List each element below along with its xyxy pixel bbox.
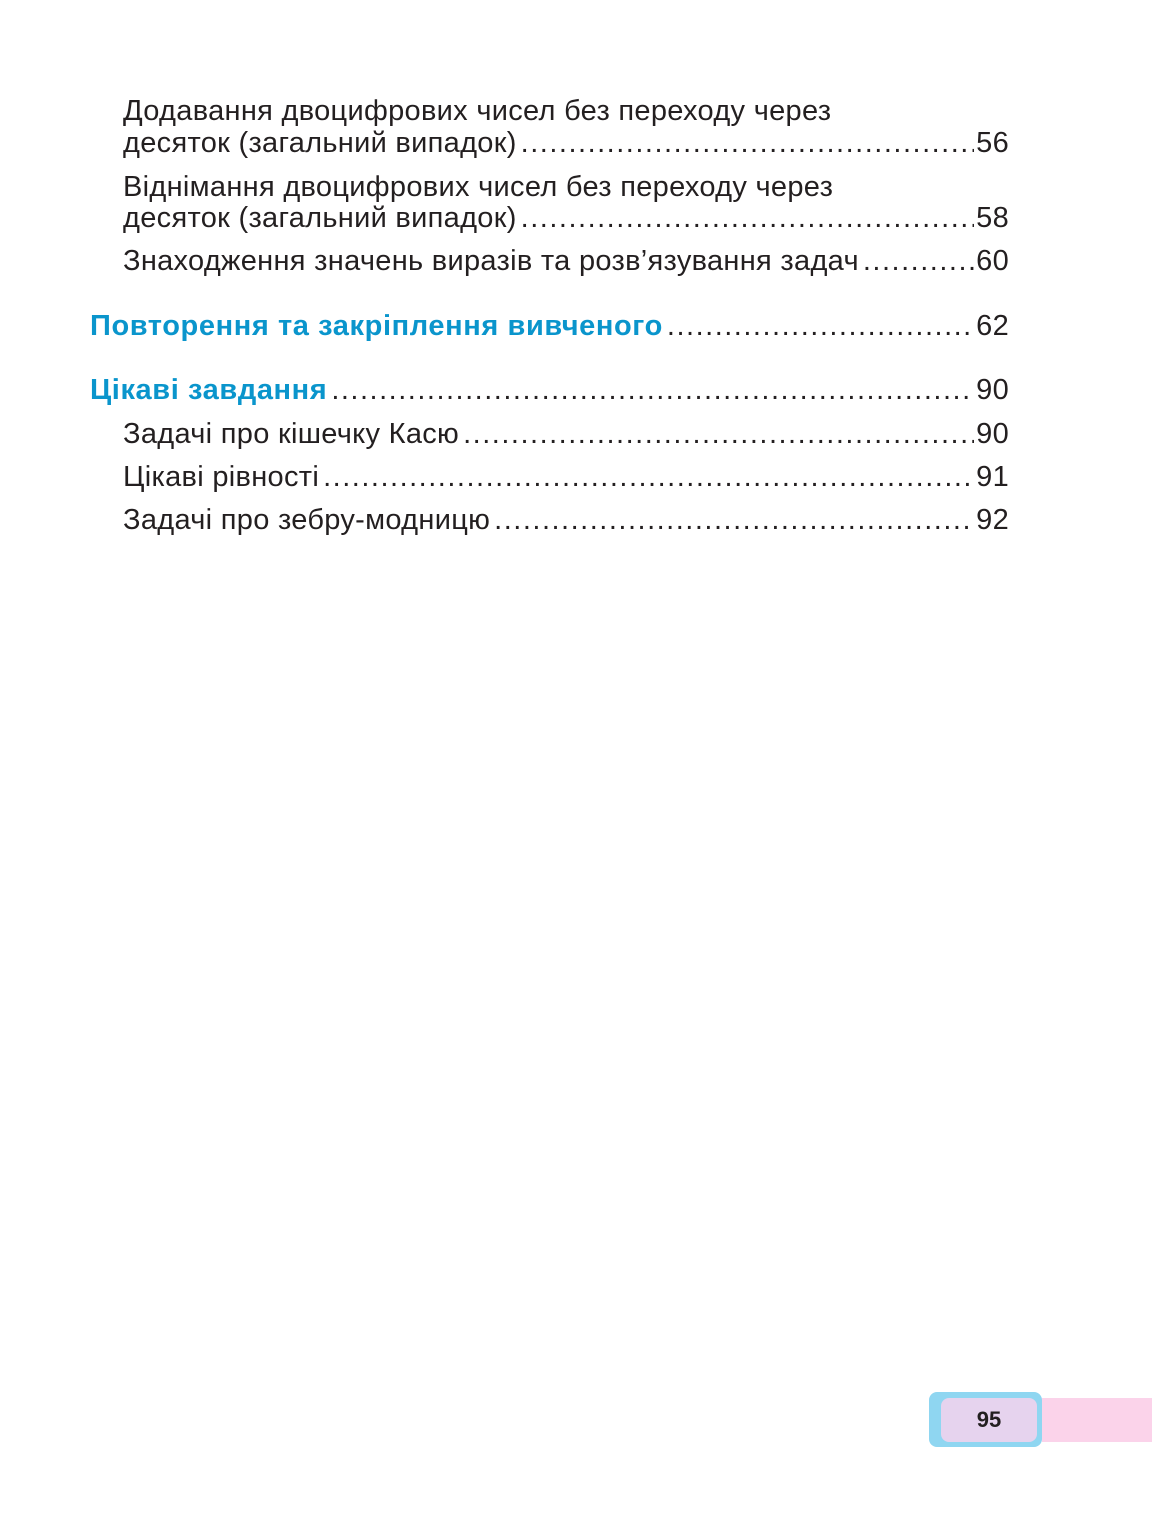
dot-leader [521, 202, 974, 234]
page-number: 95 [976, 1407, 1002, 1432]
toc-section-interesting[interactable] [90, 374, 1009, 406]
toc-entry-cat[interactable] [123, 418, 1009, 450]
toc-entry-label: десяток (загальний випадок) [123, 202, 517, 234]
dot-leader [494, 504, 974, 536]
toc-entry-addition[interactable] [123, 127, 1009, 159]
toc-section-heading: Повторення та закріплення вивченого [90, 310, 663, 342]
toc-entry-label: Задачі про кішечку Касю [123, 418, 460, 450]
dot-leader [463, 418, 974, 450]
toc-entry-zebra[interactable] [123, 504, 1009, 536]
toc-page-number: 62 [976, 310, 1009, 342]
dot-leader [667, 310, 974, 342]
toc-entry-label: Задачі про зебру-модницю [123, 504, 491, 536]
toc-page-number: 90 [976, 374, 1009, 406]
toc-page-number: 90 [976, 418, 1009, 450]
dot-leader [323, 461, 974, 493]
toc-page-number: 56 [976, 127, 1009, 159]
toc-page-number: 60 [976, 245, 1009, 277]
dot-leader [521, 127, 974, 159]
toc-entry-label: Знаходження значень виразів та розв’язування задач [123, 245, 859, 277]
toc-section-heading: Цікаві завдання [90, 374, 328, 406]
page-tab-band [1042, 1398, 1152, 1442]
toc-entry-subtraction[interactable] [123, 202, 1009, 234]
toc-page-number: 91 [976, 461, 1009, 493]
dot-leader [331, 374, 974, 406]
toc-page-number: 58 [976, 202, 1009, 234]
toc-entry-label: десяток (загальний випадок) [123, 127, 517, 159]
toc-page-number: 92 [976, 504, 1009, 536]
toc-entry-label: Цікаві рівності [123, 461, 320, 493]
toc-entry-subtraction-line1: Віднімання двоцифрових чисел без переходу через [123, 171, 834, 203]
toc-entry-equalities[interactable] [123, 461, 1009, 493]
dot-leader [863, 245, 974, 277]
toc-section-review[interactable] [90, 310, 1009, 342]
page-number-badge [941, 1398, 1037, 1442]
toc-entry-expressions[interactable] [123, 245, 1009, 277]
toc-entry-addition-line1: Додавання двоцифрових чисел без переходу через [123, 95, 832, 127]
